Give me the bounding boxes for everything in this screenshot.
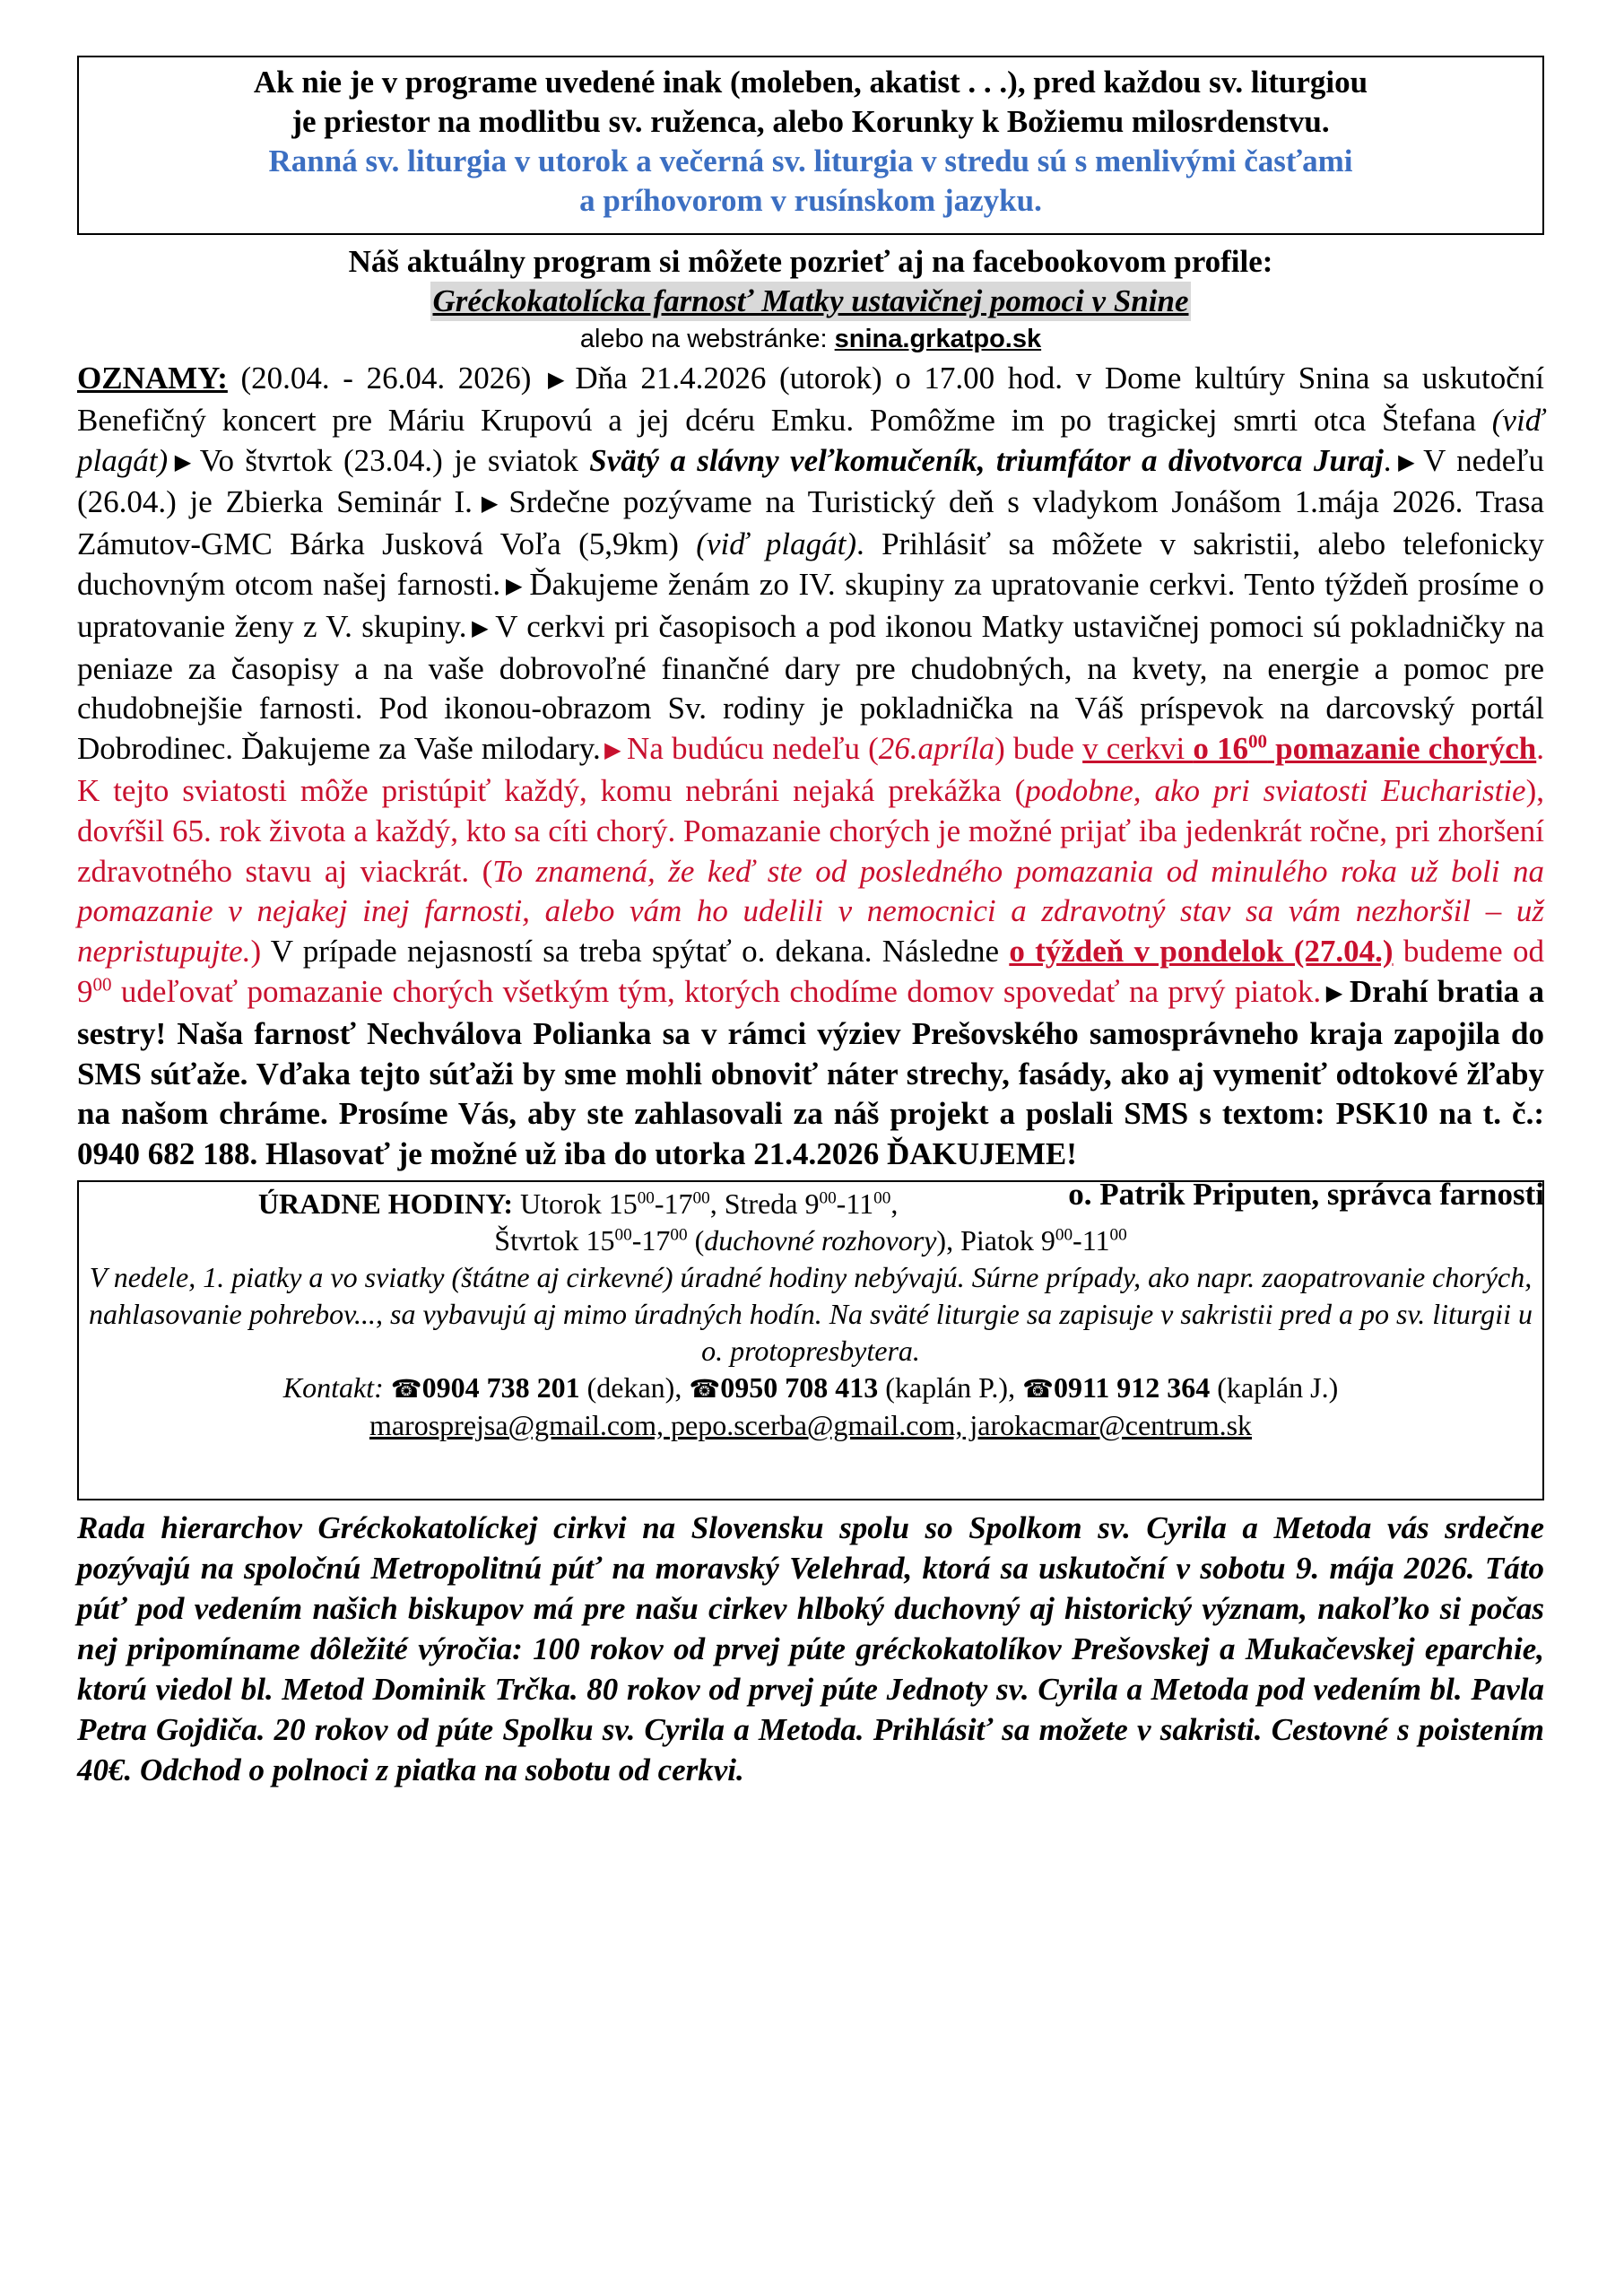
triangle-right-icon: ▶: [1394, 450, 1419, 474]
intro-box: [77, 56, 1544, 235]
phone-kaplan-p[interactable]: 0950 708 413: [720, 1370, 879, 1404]
signature: o. Patrik Priputen, správca farnosti: [1068, 1176, 1544, 1212]
bulletin-page: [77, 56, 1544, 1790]
web-prefix: alebo na webstránke:: [579, 325, 835, 353]
announcements-label: OZNAMY:: [77, 361, 228, 396]
contact-line: Kontakt: ☎0904 738 201 (dekan), ☎0950 708 413 (kaplán P.), ☎0911 912 364 (kaplán J.): [282, 1370, 1339, 1404]
ann-p5: Ďakujeme ženám zo IV. skupiny za upratovanie cerkvi. Tento týždeň prosíme o upratovanie ženy z V. skupiny.: [77, 566, 1544, 644]
triangle-right-icon: ▶: [475, 492, 504, 517]
ann-red-time: o $16^{00}$ pomazanie chorých: [1193, 730, 1537, 767]
facebook-line: Náš aktuálny program si môžete pozrieť aj na facebookovom profile:: [348, 244, 1273, 279]
ann-p2a: Vo štvrtok (23.04.) je sviatok: [199, 442, 590, 478]
phone-dekan[interactable]: 0904 738 201: [421, 1370, 580, 1404]
ann-red-date: 26.apríla: [878, 731, 995, 767]
office-hours-note: V nedele, 1. piatky a vo sviatky (štátne aj cirkevné) úradné hodiny nebývajú. Súrne prípady, ako napr. zaopatrovanie chorých, nahlasovanie pohrebov..., sa vybavujú aj mimo úradných hodín. Na sväté liturgie sa zapisuje v sakristii pred a po sv. liturgii u o. protopresbytera.: [89, 1260, 1533, 1367]
web-line: [77, 321, 1544, 357]
ann-red-1c: . K tejto sviatosti môže pristúpiť každý, komu nebráni nejaká prekážka (: [77, 731, 1544, 808]
announcements-dates: (20.04. - 26.04. 2026): [227, 361, 545, 396]
email-links[interactable]: marosprejsa@gmail.com, pepo.scerba@gmail.com, jarokacmar@centrum.sk: [369, 1408, 1253, 1441]
office-hours-box: [77, 1180, 1544, 1500]
ann-p4b: . Prihlásiť sa môžete v sakristii, alebo telefonicky duchovným otcom našej farnosti.: [77, 526, 1544, 602]
office-hours-line-1: ÚRADNE HODINY: Utorok $15^{00}-17^{00}$, Streda $9^{00}-11^{00}$,: [257, 1187, 899, 1220]
ann-p2b: .: [1383, 442, 1392, 478]
intro-blue-line-2: a príhovorom v rusínskom jazyku.: [579, 183, 1042, 218]
ann-red-2: budeme od $9^{00}$ udeľovať pomazanie chorých všetkým tým, ktorých chodíme domov spovedať na prvý piatok.: [77, 934, 1544, 1009]
facebook-section: [77, 242, 1544, 321]
ann-red-monday: o týždeň v pondelok (27.04.): [1009, 934, 1394, 970]
facebook-profile-link[interactable]: Gréckokatolícka farnosť Matky ustavičnej pomoci v Snine: [430, 282, 1190, 321]
ann-red-italic-2: To znamená, že keď ste od posledného pomazania od minulého roka už boli na pomazanie v nejakej inej farnosti, alebo vám ho udelili v nemocnici a zdravotný stav sa vám nezhoršil – už nepristupujte.: [77, 853, 1545, 970]
ann-bold-para: Drahí bratia a sestry! Naša farnosť Nechválova Polianka sa v rámci výziev Prešovského samosprávneho kraja zapojila do SMS súťaže. Vďaka tejto súťaži by sme mohli obnoviť náter strechy, fasády, ako aj vymeniť odtokové žľaby na našom chráme. Prosíme Vás, aby ste zahlasovali za náš projekt a poslali SMS s textom: PSK10 na t. č.: 0940 682 188. Hlasovať je možné už iba do utorka 21.4.2026 ĎAKUJEME!: [77, 973, 1544, 1172]
ann-red-1: Na budúcu nedeľu (: [627, 731, 879, 767]
ann-red-1e: ): [250, 934, 262, 970]
intro-line-1: Ak nie je v programe uvedené inak (moleben, akatist . . .), pred každou sv. liturgiou: [253, 65, 1368, 100]
intro-blue-line-1: Ranná sv. liturgia v utorok a večerná sv. liturgia v stredu sú s menlivými časťami: [268, 144, 1353, 178]
web-link[interactable]: snina.grkatpo.sk: [834, 325, 1042, 353]
pilgrimage-announcement: Rada hierarchov Gréckokatolíckej cirkvi na Slovensku spolu so Spolkom sv. Cyrila a Metoda vás srdečne pozývajú na spoločnú Metropolitnú púť na moravský Velehrad, ktorá sa uskutoční v sobotu 9. mája 2026. Táto púť pod vedením našich biskupov má pre našu cirkev hlboký duchovný aj historický význam, nakoľko si počas nej pripomíname dôležité výročia: 100 rokov od prvej púte gréckokatolíkov Prešovskej a Mukačevskej eparchie, ktorú viedol bl. Metod Dominik Trčka. 80 rokov od prvej púte Jednoty sv. Cyrila a Metoda pod vedením bl. Pavla Petra Gojdiča. 20 rokov od púte Spolku sv. Cyrila a Metoda. Prihlásiť sa možete v sakristi. Cestovné s poistením 40€. Odchod o polnoci z piatka na sobotu od cerkvi.: [77, 1509, 1544, 1787]
ann-red-1b: ) bude: [994, 731, 1083, 767]
ann-p1: Dňa 21.4.2026 (utorok) o 17.00 hod. v Dome kultúry Snina sa uskutoční Benefičný koncert pre Máriu Krupovú a jej dcéru Emku. Pomôžme im po tragickej smrti otca Štefana: [77, 361, 1544, 438]
triangle-right-icon: ▶: [504, 574, 525, 598]
office-hours-line-2: Štvrtok $15^{00}-17^{00}$ (duchovné rozhovory), Piatok $9^{00}-11^{00}$: [494, 1223, 1127, 1257]
ann-p3: V nedeľu (26.04.) je Zbierka Seminár I.: [77, 442, 1544, 520]
triangle-right-icon: ▶: [548, 369, 570, 392]
triangle-right-icon: ▶: [470, 616, 491, 640]
triangle-right-icon: ▶: [171, 450, 195, 474]
ann-red-place: v cerkvi: [1082, 731, 1194, 767]
ann-p4-italic: (viď plagát): [696, 526, 857, 562]
telephone-icon: ☎: [1022, 1373, 1054, 1404]
triangle-right-icon: ▶: [1324, 981, 1344, 1005]
ann-red-italic-1: podobne, ako pri sviatosti Eucharistie: [1025, 772, 1526, 808]
intro-line-2: je priestor na modlitbu sv. ruženca, alebo Korunky k Božiemu milosrdenstvu.: [291, 104, 1330, 139]
ann-b1: V prípade nejasností sa treba spýtať o. dekana. Následne: [261, 934, 1010, 970]
triangle-right-icon: ▶: [604, 739, 622, 763]
ann-p2-feast: Svätý a slávny veľkomučeník, triumfátor a divotvorca Juraj: [589, 442, 1384, 478]
ann-p4: Srdečne pozývame na Turistický deň s vladykom Jonášom 1.mája 2026. Trasa Zámutov-GMC Bárka Jusková Voľa (5,9km): [77, 484, 1544, 562]
telephone-icon: ☎: [390, 1373, 422, 1404]
ann-p1-italic: (viď plagát): [77, 402, 1544, 478]
ann-p6: V cerkvi pri časopisoch a pod ikonou Matky ustavičnej pomoci sú pokladničky na peniaze za časopisy a na vaše dobrovoľné finančné dary pre chudobných, na kvety, na energie a pomoc pre chudobnejšie farnosti. Pod ikonou-obrazom Sv. rodiny je pokladnička na Váš príspevok na darcovský portál Dobrodinec. Ďakujeme za Vaše milodary.: [77, 608, 1545, 767]
telephone-icon: ☎: [689, 1373, 721, 1404]
phone-kaplan-j[interactable]: 0911 912 364: [1053, 1370, 1211, 1404]
ann-red-1d: ), dovŕšil 65. rok života a každý, kto sa cíti chorý. Pomazanie chorých je možné prijať iba jedenkrát ročne, pri zhoršení zdravotného stavu aj viackrát. (: [77, 772, 1545, 889]
